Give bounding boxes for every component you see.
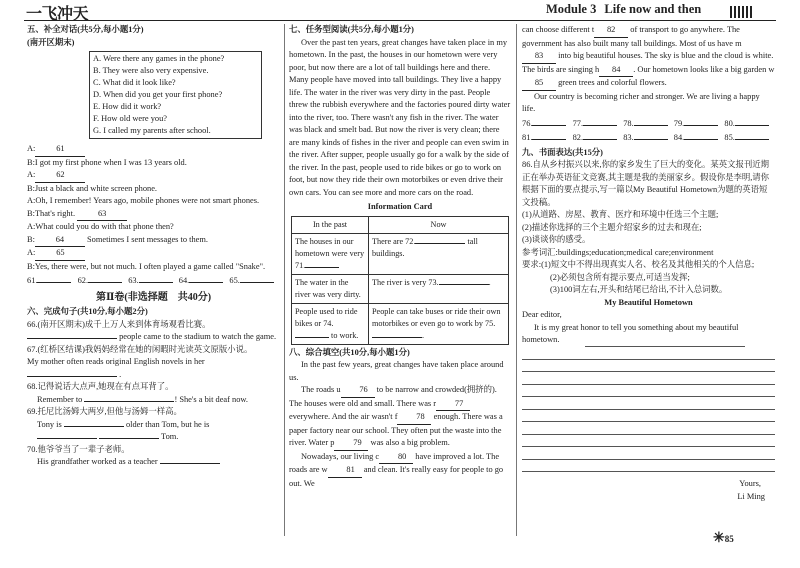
answer-blank[interactable]: 81 xyxy=(328,464,362,478)
section-5-title: 五、补全对话(共5分,每小题1分) xyxy=(27,25,144,34)
option-a: A. Were there any games in the phone? xyxy=(93,54,225,63)
essay-salutation: Dear editor, xyxy=(522,310,562,319)
answer-blank[interactable] xyxy=(37,438,97,439)
answer-blank[interactable] xyxy=(27,376,117,377)
info-card-title: Information Card xyxy=(367,202,433,211)
answer-blank[interactable] xyxy=(735,125,769,126)
answer-blank[interactable] xyxy=(64,426,124,427)
sun-icon: ✳ xyxy=(713,531,725,546)
writing-line[interactable] xyxy=(522,397,775,410)
answer-blank[interactable]: 63 xyxy=(77,208,127,222)
requirement: 要求:(1)短文中不得出现真实人名、校名及其他相关的个人信息; xyxy=(522,260,755,269)
question-69-en-2: Tom. xyxy=(27,431,280,444)
table-header-cell: In the past xyxy=(292,216,369,233)
table-row xyxy=(292,274,509,303)
essay-opening: It is my great honor to tell you something about my beautiful hometown. xyxy=(522,322,739,344)
dialog-line: A: 62 xyxy=(27,169,280,183)
page-number: ✳85 xyxy=(713,531,734,546)
option-d: D. When did you get your first phone? xyxy=(93,90,223,99)
section-7-title: 七、任务型阅读(共5分,每小题1分) xyxy=(289,25,414,34)
writing-line[interactable] xyxy=(522,385,775,398)
question-66-en: people came to the stadium to watch the game. xyxy=(27,331,280,344)
answer-blank[interactable] xyxy=(439,284,489,285)
answer-blank[interactable]: 80 xyxy=(379,451,413,465)
table-cell: The water in the river was very dirty. xyxy=(292,274,369,303)
option-g: G. I called my parents after school. xyxy=(93,126,211,135)
answer-blank[interactable] xyxy=(583,125,617,126)
writing-point: (3)谈谈你的感受。 xyxy=(522,235,591,244)
question-67-cn: 67.(红桥区结课)我妈妈经常在她的闲暇时光读英文原版小说。 xyxy=(27,344,253,354)
writing-line[interactable] xyxy=(522,360,775,373)
question-67-blank-line: . xyxy=(27,369,280,382)
module-title: Life now and then xyxy=(604,2,702,16)
brand-logo: 一飞冲天 xyxy=(26,4,89,23)
question-69-cn: 69.托尼比汤姆大两岁,但他与汤姆一样高。 xyxy=(27,407,182,416)
answer-blank[interactable] xyxy=(84,401,174,402)
answer-row: 81. 82. 83. 84. 85. xyxy=(522,132,775,145)
writing-point: (1)从道路、房屋、教育、医疗和环境中任选三个主题; xyxy=(522,210,719,219)
dialog-line: B: 64 Sometimes I sent messages to them. xyxy=(27,234,280,248)
essay-title: My Beautiful Hometown xyxy=(604,297,693,307)
table-row xyxy=(292,303,509,344)
section-5-source: (南开区期末) xyxy=(27,37,75,47)
option-f: F. How old were you? xyxy=(93,114,167,123)
column-left xyxy=(27,24,280,554)
column-divider xyxy=(284,24,285,536)
table-header-row xyxy=(292,216,509,233)
table-header-cell: Now xyxy=(369,216,509,233)
section-6-title: 六、完成句子(共10分,每小题2分) xyxy=(27,307,148,316)
reading-passage: Over the past ten years, great changes have taken place in my hometown. In the past, the houses in our hometown were very poor, but now there are a lot of tall buildings here and there. Many people have moved into tall buildings. They live a happy life. The water in the river was very dirty in the past. People threw the rubbish everywhere and the factories poured dirty water into the river, too. There wasn't any fish in the river. The water was black and smelt bad. But now the river is very clean; there are many kinds of fishes in the river and people can even swim in the river. After supper, people usually go for a walk by the side of the river. In the past, people used to ride bikes or go to work on foot, but now they ride their own motorbikes or even drive their own cars. You can see more and more cars on the road. xyxy=(289,37,511,197)
answer-blank[interactable]: 78 xyxy=(397,411,431,425)
answer-blank[interactable]: 76 xyxy=(341,384,375,398)
writing-line[interactable] xyxy=(522,435,775,448)
dialog-line: B:That's right. 63 xyxy=(27,208,280,222)
answer-blank[interactable] xyxy=(532,125,566,126)
answer-blank[interactable] xyxy=(305,267,339,268)
section-9-title: 九、书面表达(共15分) xyxy=(522,147,603,157)
question-67-en: My mother often reads original English novels in her xyxy=(27,357,205,366)
dialog-line: B:Yes, there were, but not much. I often played a game called "Snake". xyxy=(27,261,266,271)
essay-closing: Yours, xyxy=(739,479,761,488)
requirement: (3)100词左右,开头和结尾已给出,不计入总词数。 xyxy=(550,285,728,294)
cloze-paragraph-5: Our country is becoming richer and stronger. We are living a happy life. xyxy=(522,91,760,113)
info-card-table xyxy=(291,216,509,345)
writing-prompt: 86.自从乡村振兴以来,你的家乡发生了巨大的变化。某英文报刊近期正在举办英语征文竞赛,其主题是我的美丽家乡。假设你是李明,请你根据下面的要点提示,写一篇以My Beautiful Hometown为题的英语短文投稿。 xyxy=(522,160,770,207)
answer-blank[interactable]: 62 xyxy=(35,169,85,183)
decorative-grid-icon xyxy=(730,6,752,18)
answer-blank[interactable] xyxy=(160,463,220,464)
writing-line[interactable] xyxy=(522,422,775,435)
dialog-line: A: 65 xyxy=(27,247,280,261)
dialog-line: B:I got my first phone when I was 13 years old. xyxy=(27,157,187,167)
answer-blank[interactable]: 84 xyxy=(599,64,633,78)
answer-blank[interactable]: 61 xyxy=(35,143,85,157)
answer-blank[interactable] xyxy=(139,282,173,283)
answer-blank[interactable]: 83 xyxy=(522,50,556,64)
module-header xyxy=(546,2,709,17)
answer-blank[interactable] xyxy=(684,139,718,140)
answer-blank[interactable]: 64 xyxy=(35,234,85,248)
answer-blank[interactable]: 79 xyxy=(334,437,368,451)
header-rule xyxy=(24,20,776,21)
writing-line[interactable] xyxy=(522,447,775,460)
cloze-paragraph-1: In the past few years, great changes have taken place around us. xyxy=(289,360,504,382)
answer-blank[interactable] xyxy=(583,139,617,140)
answer-blank[interactable] xyxy=(189,282,223,283)
dialog-line: A:Oh, I remember! Years ago, mobile phones were not smart phones. xyxy=(27,196,260,205)
writing-point: (2)描述你选择的三个主题介绍家乡的过去和现在; xyxy=(522,222,702,232)
answer-blank[interactable] xyxy=(415,243,465,244)
requirement: (2)必须包含所有提示要点,可适当发挥; xyxy=(550,272,690,282)
writing-line[interactable] xyxy=(522,347,775,360)
cloze-paragraph-4: can choose different t 82 of transport to go anywhere. The government has also built many tall buildings. Most of us have m83 into big beautiful houses. The sky is blue and the cloud is white. The birds are singing h 84 . Our hometown looks like a big garden w85 green trees and colorful flowers. xyxy=(522,24,775,91)
column-middle xyxy=(289,24,511,554)
dialog-line: B:Just a black and white screen phone. xyxy=(27,183,158,193)
question-68-en: Remember to ! She's a bit deaf now. xyxy=(37,394,248,404)
essay-signature: Li Ming xyxy=(737,491,765,501)
dialog-line: A:What could you do with that phone then? xyxy=(27,222,174,231)
column-right xyxy=(522,24,775,554)
part-2-title: 第Ⅱ卷(非选择题 共40分) xyxy=(95,291,212,303)
cloze-paragraph-2: The roads u 76 to be narrow and crowded(拥挤的). The houses were old and small. There was r 77 everywhere. And the air wasn't f 78 enough. There was a paper factory near our school. They often put the waste into the river. Water p 79 was also a big problem. xyxy=(289,384,511,451)
answer-row: 76. 77. 78. 79. 80. xyxy=(522,118,775,131)
question-70-en: His grandfather worked as a teacher xyxy=(27,456,280,469)
answer-blank[interactable] xyxy=(532,139,566,140)
writing-area[interactable] xyxy=(522,335,775,473)
answer-blank[interactable]: 77 xyxy=(436,398,470,412)
answer-blank[interactable] xyxy=(735,139,769,140)
table-cell: The houses in our hometown were very 71. xyxy=(292,233,369,274)
question-68-cn: 68.记得说话大点声,她现在有点耳背了。 xyxy=(27,382,174,391)
option-e: E. How did it work? xyxy=(93,102,162,111)
table-row xyxy=(292,233,509,274)
table-cell: People used to ride bikes or 74. to work. xyxy=(292,303,369,344)
answer-blank[interactable]: 65 xyxy=(35,247,85,261)
answer-blank[interactable] xyxy=(99,438,159,439)
option-c: C. What did it look like? xyxy=(93,78,176,87)
answer-row: 61. 62. 63. 64. 65. xyxy=(27,275,280,288)
answer-blank[interactable] xyxy=(634,139,668,140)
answer-blank[interactable] xyxy=(240,282,274,283)
writing-line[interactable] xyxy=(522,410,775,423)
answer-blank[interactable] xyxy=(27,338,117,339)
answer-blank[interactable] xyxy=(37,282,71,283)
module-number: Module 3 xyxy=(546,2,597,16)
answer-blank[interactable] xyxy=(295,337,329,338)
question-69-en: Tony is older than Tom, but he is xyxy=(37,419,210,429)
cloze-paragraph-3: Nowadays, our living c 80 have improved a lot. The roads are w 81 and clean. It's really easy for people to go out. We xyxy=(289,451,504,488)
section-8-title: 八、综合填空(共10分,每小题1分) xyxy=(289,347,410,357)
writing-line[interactable] xyxy=(522,372,775,385)
question-66-cn: 66.(南开区期末)成千上万人来到体育场观看比赛。 xyxy=(27,319,211,329)
table-cell: The river is very 73. . xyxy=(369,274,509,303)
answer-blank[interactable]: 82 xyxy=(594,24,628,38)
writing-line[interactable] xyxy=(585,335,745,348)
answer-blank[interactable] xyxy=(88,282,122,283)
table-cell: People can take buses or ride their own motorbikes or even go to work by 75. . xyxy=(369,303,509,344)
column-divider xyxy=(516,24,517,536)
reference-words: 参考词汇:buildings;education;medical care;environment xyxy=(522,247,714,257)
table-cell: There are 72. tall buildings. xyxy=(369,233,509,274)
writing-line[interactable] xyxy=(522,460,775,473)
options-box xyxy=(89,51,262,139)
answer-blank[interactable]: 85 xyxy=(522,77,556,91)
option-b: B. They were also very expensive. xyxy=(93,66,209,75)
dialog-line: A: 61 xyxy=(27,143,280,157)
answer-blank[interactable] xyxy=(634,125,668,126)
answer-blank[interactable] xyxy=(684,125,718,126)
question-70-cn: 70.他爷爷当了一辈子老师。 xyxy=(27,444,130,454)
answer-blank[interactable] xyxy=(372,337,422,338)
